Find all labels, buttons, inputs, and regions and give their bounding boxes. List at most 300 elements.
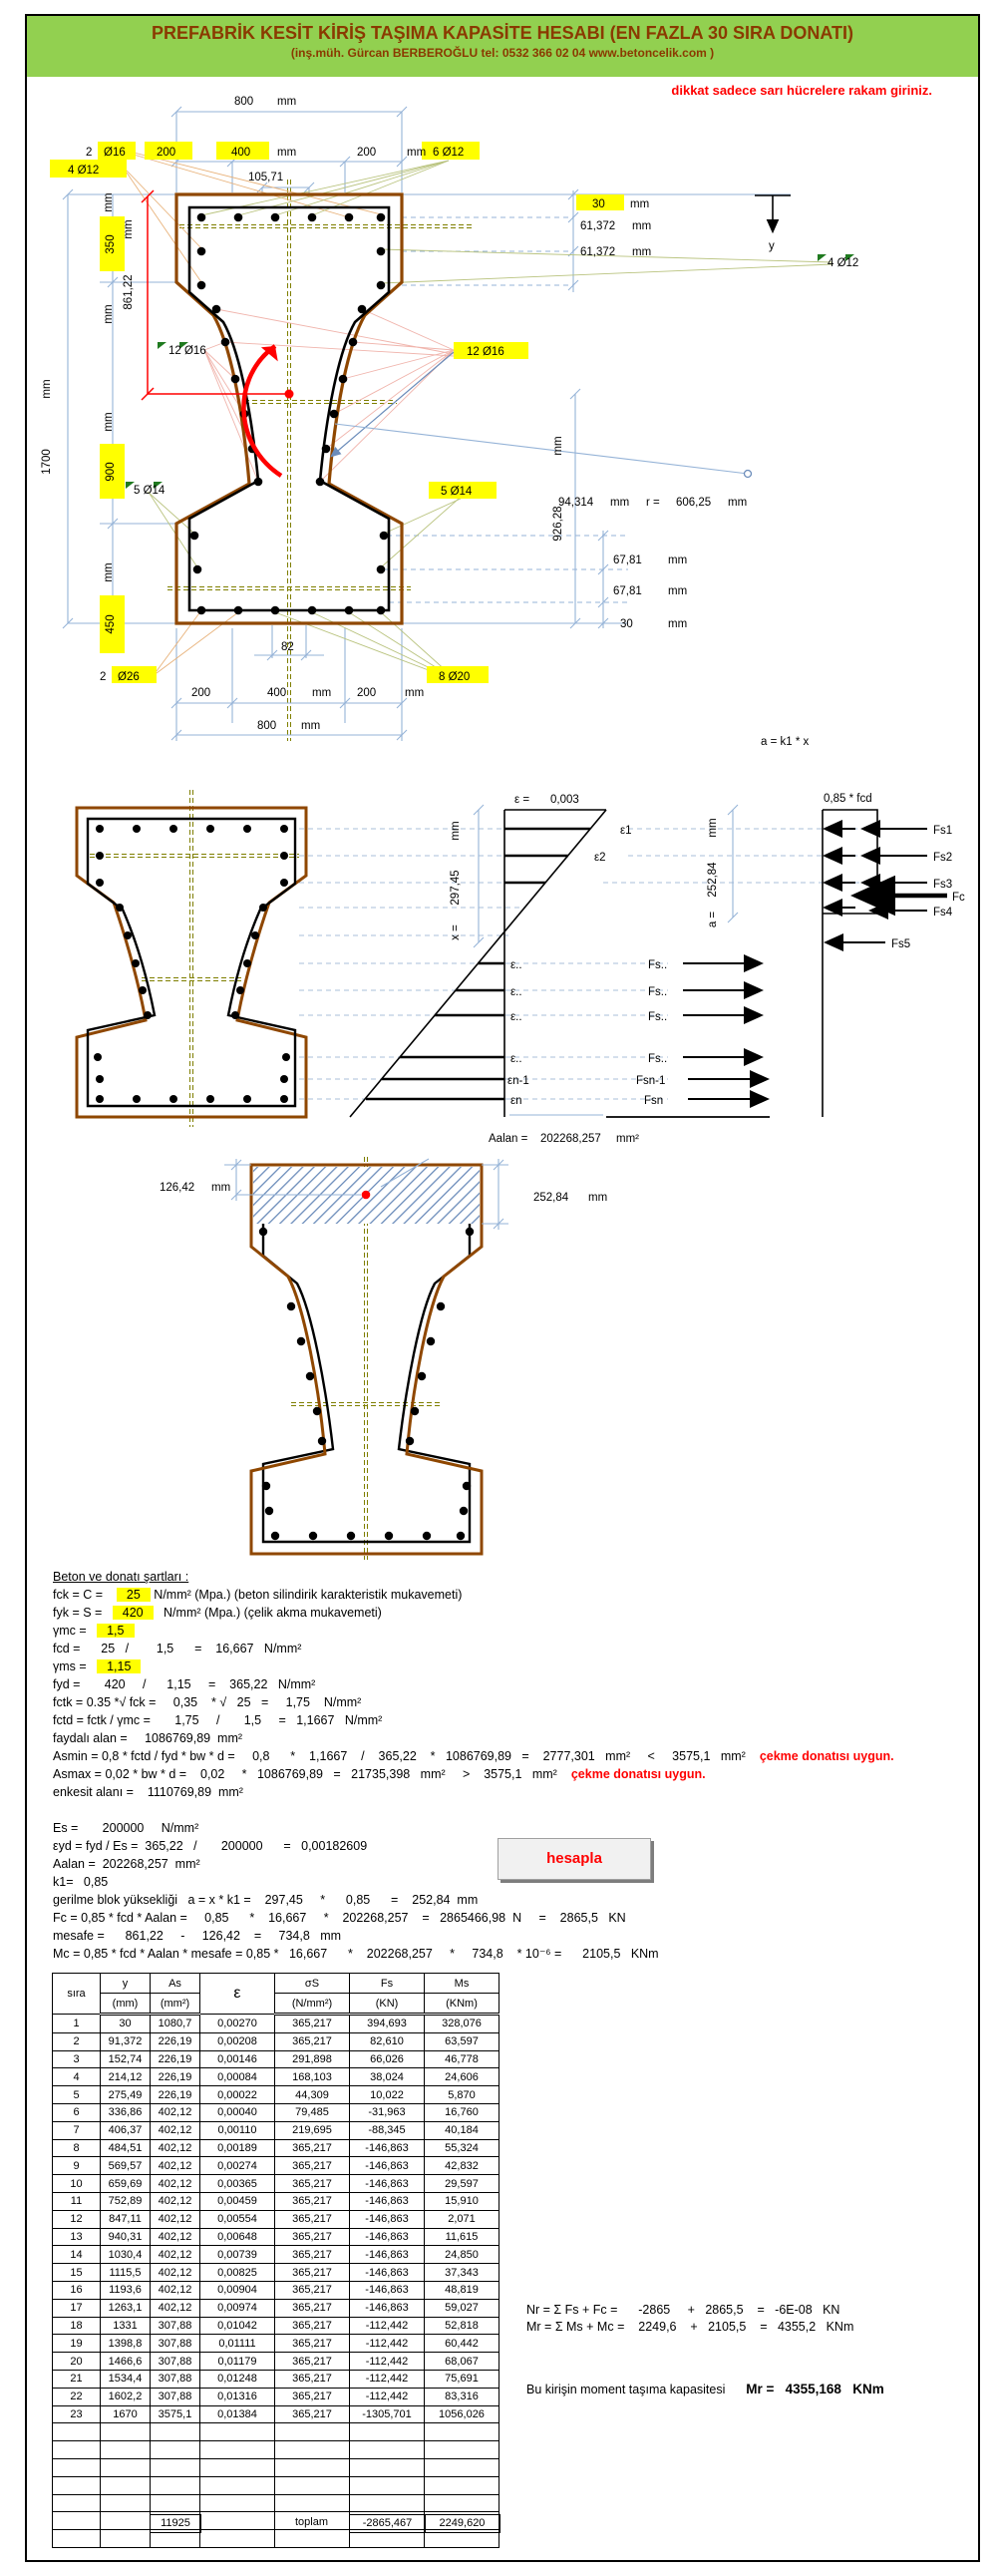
table-cell: 13 — [53, 2228, 101, 2246]
table-cell: -112,442 — [350, 2388, 425, 2405]
dim-400: 400 — [231, 147, 251, 159]
calc-line: Asmax = 0,02 * bw * d = 0,02 * 1086769,89 = 21735,398 mm² > 3575,1 mm² çekme donatısı uygun. — [53, 1767, 706, 1781]
table-cell — [101, 2512, 151, 2530]
fs4: Fs4 — [933, 907, 953, 919]
fsn1: Fsn-1 — [636, 1075, 666, 1087]
calc-line: faydalı alan = 1086769,89 mm² — [53, 1731, 243, 1745]
calc-line: fyk = S = 420 N/mm² (Mpa.) (çelik akma mukavemeti) — [53, 1606, 382, 1620]
table-cell: 307,88 — [151, 2388, 200, 2405]
table-cell: 3575,1 — [151, 2405, 200, 2423]
center-axes — [167, 180, 474, 741]
table-cell: -146,863 — [350, 2139, 425, 2157]
fs1: Fs1 — [933, 825, 953, 837]
table-cell: 0,01316 — [200, 2388, 275, 2405]
table-row — [53, 2015, 499, 2033]
table-cell: 16,760 — [425, 2103, 499, 2121]
table-cell: 0,00022 — [200, 2086, 275, 2104]
table-cell: 10 — [53, 2175, 101, 2193]
a-mm: mm — [707, 818, 719, 838]
table-cell: 0,00825 — [200, 2264, 275, 2282]
bar-5d14-left: 5 Ø14 — [134, 485, 166, 497]
bar-2: 2 — [86, 147, 93, 159]
calc-line: Beton ve donatı şartları : — [53, 1570, 189, 1584]
calc-line: mesafe = 861,22 - 126,42 = 734,8 mm — [53, 1929, 342, 1943]
table-cell: 226,19 — [151, 2086, 200, 2104]
table-cell: 847,11 — [101, 2210, 151, 2228]
unit: mm — [277, 147, 297, 159]
table-cell: 24,606 — [425, 2068, 499, 2086]
bar-6d12: 6 Ø12 — [433, 147, 465, 159]
unit-knm: (KNm) — [425, 1994, 499, 2015]
table-cell: 3 — [53, 2050, 101, 2068]
unit-mm: (mm) — [101, 1994, 151, 2015]
table-cell: 15 — [53, 2264, 101, 2282]
aalan-val: 202268,257 — [540, 1133, 601, 1145]
table-cell — [53, 2494, 101, 2512]
dim-10571: 105,71 — [248, 172, 284, 184]
table-cell: 402,12 — [151, 2299, 200, 2317]
calc-line: enkesit alanı = 1110769,89 mm² — [53, 1785, 243, 1799]
table-cell — [275, 2476, 350, 2494]
input-cell[interactable]: 1,5 — [97, 1624, 134, 1638]
dim-12642: 126,42 — [160, 1182, 195, 1194]
table-cell: 0,00040 — [200, 2103, 275, 2121]
table-cell — [101, 2458, 151, 2476]
calc-line: fctk = 0.35 *√ fck = 0,35 * √ 25 = 1,75 N/mm² — [53, 1695, 362, 1709]
table-cell: 365,217 — [275, 2228, 350, 2246]
table-cell: 307,88 — [151, 2335, 200, 2353]
table-cell: 226,19 — [151, 2050, 200, 2068]
table-cell — [53, 2476, 101, 2494]
table-cell: 8 — [53, 2139, 101, 2157]
table-cell: 42,832 — [425, 2157, 499, 2175]
dim-200: 200 — [157, 147, 176, 159]
table-cell — [200, 2458, 275, 2476]
table-cell — [425, 2441, 499, 2459]
fcd-label: 0,85 * fcd — [824, 793, 872, 805]
table-row — [53, 2335, 499, 2353]
table-cell — [275, 2441, 350, 2459]
table-row — [53, 2405, 499, 2423]
dim-mm-rot: mm — [103, 412, 115, 432]
rebar-dots — [94, 825, 290, 1103]
table-row — [53, 2264, 499, 2282]
table-cell: 365,217 — [275, 2405, 350, 2423]
epsn1: εn-1 — [507, 1075, 529, 1087]
table-cell: 307,88 — [151, 2353, 200, 2371]
bar-8d20: 8 Ø20 — [439, 671, 471, 683]
table-cell: 168,103 — [275, 2068, 350, 2086]
section-outline — [176, 194, 402, 623]
dim-mm-rot: mm — [103, 304, 115, 324]
col-header-sira: sıra — [53, 1974, 101, 2015]
bar-5d14-right: 5 Ø14 — [441, 486, 473, 498]
table-row — [53, 2370, 499, 2388]
table-cell: 16 — [53, 2281, 101, 2299]
table-cell: 402,12 — [151, 2281, 200, 2299]
table-cell — [200, 2476, 275, 2494]
table-cell — [101, 2530, 151, 2548]
capacity-unit: KNm — [852, 2382, 884, 2396]
table-row — [53, 2032, 499, 2050]
table-cell: 17 — [53, 2299, 101, 2317]
table-cell — [200, 2423, 275, 2441]
table-cell — [53, 2423, 101, 2441]
as-total: 11925 — [150, 2514, 201, 2533]
table-cell: 40,184 — [425, 2121, 499, 2139]
dim-25284: 252,84 — [533, 1192, 569, 1204]
fc: Fc — [952, 892, 965, 904]
table-row — [53, 2317, 499, 2335]
sp-61372b: 61,372 — [580, 246, 616, 258]
aalan-pre: Aalan = — [489, 1133, 528, 1145]
table-cell: 365,217 — [275, 2299, 350, 2317]
table-cell: 940,31 — [101, 2228, 151, 2246]
centroid-marks — [142, 190, 294, 476]
table-cell: 0,00270 — [200, 2015, 275, 2033]
table-cell: 1115,5 — [101, 2264, 151, 2282]
page-subtitle: (inş.müh. Gürcan BERBEROĞLU tel: 0532 366 02 04 www.betoncelik.com ) — [290, 46, 715, 60]
a-k1x-label: a = k1 * x — [761, 736, 810, 748]
x-val: 297,45 — [450, 870, 462, 906]
table-row-empty — [53, 2441, 499, 2459]
table-cell: 365,217 — [275, 2370, 350, 2388]
unit: mm — [405, 687, 425, 699]
calculation-block — [53, 1568, 894, 1963]
table-cell: 37,343 — [425, 2264, 499, 2282]
table-row — [53, 2281, 499, 2299]
table-cell: 402,12 — [151, 2246, 200, 2264]
table-cell: 0,00274 — [200, 2157, 275, 2175]
table-cell: -112,442 — [350, 2353, 425, 2371]
rebar-cage-line — [263, 1177, 470, 1542]
table-cell — [350, 2476, 425, 2494]
y-axis-icon — [755, 195, 791, 230]
table-cell: 82,610 — [350, 2032, 425, 2050]
fsd: Fs.. — [648, 986, 668, 998]
table-cell: 0,01248 — [200, 2370, 275, 2388]
col-header-y: y — [101, 1974, 151, 1994]
table-cell: 0,01384 — [200, 2405, 275, 2423]
table-cell: 365,217 — [275, 2032, 350, 2050]
table-cell: 365,217 — [275, 2317, 350, 2335]
table-cell: 52,818 — [425, 2317, 499, 2335]
table-cell: 402,12 — [151, 2103, 200, 2121]
table-cell — [275, 2423, 350, 2441]
table-cell: 24,850 — [425, 2246, 499, 2264]
nr-line: Nr = Σ Fs + Fc = -2865 + 2865,5 = -6E-08 KN — [526, 2303, 840, 2317]
table-cell — [151, 2494, 200, 2512]
dim-450: 450 — [105, 614, 117, 634]
table-cell: 12 — [53, 2210, 101, 2228]
table-cell: -146,863 — [350, 2192, 425, 2210]
a-val: 252,84 — [707, 862, 719, 898]
table-row-empty — [53, 2458, 499, 2476]
fs5: Fs5 — [891, 938, 911, 950]
table-cell: 66,026 — [350, 2050, 425, 2068]
a-eq: a = — [707, 911, 719, 928]
table-cell — [101, 2423, 151, 2441]
fs3: Fs3 — [933, 879, 953, 891]
table-row — [53, 2228, 499, 2246]
row-connectors — [299, 829, 862, 1099]
capacity-line — [526, 2382, 884, 2396]
unit: mm — [632, 246, 652, 258]
table-cell — [53, 2441, 101, 2459]
table-cell — [275, 2494, 350, 2512]
table-cell: 0,00365 — [200, 2175, 275, 2193]
dim-1700: 1700 — [41, 449, 53, 475]
eps1: ε1 — [620, 825, 632, 837]
calc-line: εyd = fyd / Es = 365,22 / 200000 = 0,00182609 — [53, 1839, 368, 1853]
rebar-dots — [259, 1228, 474, 1540]
table-cell: 7 — [53, 2121, 101, 2139]
table-cell: 1602,2 — [101, 2388, 151, 2405]
sp-6781a: 67,81 — [613, 554, 642, 566]
calc-line: γmc = 1,5 — [53, 1622, 894, 1640]
table-cell: 30 — [101, 2015, 151, 2033]
compression-block-diagram — [30, 1157, 968, 1561]
fsn: Fsn — [644, 1095, 664, 1107]
table-cell: 11,615 — [425, 2228, 499, 2246]
capacity-label: Bu kirişin moment taşıma kapasitesi — [526, 2383, 747, 2396]
sp-61372a: 61,372 — [580, 220, 616, 232]
table-cell: 48,819 — [425, 2281, 499, 2299]
table-cell: 18 — [53, 2317, 101, 2335]
unit: mm — [407, 147, 427, 159]
input-cell[interactable]: 1,15 — [97, 1659, 141, 1673]
table-cell: 0,00146 — [200, 2050, 275, 2068]
table-cell: 365,217 — [275, 2192, 350, 2210]
table-cell: 0,01179 — [200, 2353, 275, 2371]
fs-total: -2865,467 — [349, 2514, 426, 2533]
table-cell: 0,01111 — [200, 2335, 275, 2353]
table-cell: 1 — [53, 2015, 101, 2033]
table-cell: -146,863 — [350, 2210, 425, 2228]
center-axes — [90, 790, 299, 1127]
dim-94314: 94,314 — [558, 497, 594, 509]
table-cell: 20 — [53, 2353, 101, 2371]
table-row — [53, 2050, 499, 2068]
x-mm: mm — [450, 821, 462, 841]
dim-mm-rot: mm — [41, 379, 53, 399]
rebar-dots — [190, 213, 389, 615]
table-row — [53, 2246, 499, 2264]
table-cell: 2,071 — [425, 2210, 499, 2228]
table-cell: -146,863 — [350, 2228, 425, 2246]
table-cell: 1398,8 — [101, 2335, 151, 2353]
table-cell: 46,778 — [425, 2050, 499, 2068]
calc-line: Aalan = 202268,257 mm² — [53, 1857, 200, 1871]
table-cell: 1056,026 — [425, 2405, 499, 2423]
table-cell: 59,027 — [425, 2299, 499, 2317]
table-row — [53, 2103, 499, 2121]
unit: mm — [632, 220, 652, 232]
dim-mm-rot: mm — [103, 192, 115, 212]
table-cell: -146,863 — [350, 2281, 425, 2299]
col-header-as: As — [151, 1974, 200, 1994]
table-cell: 365,217 — [275, 2015, 350, 2033]
epsd: ε.. — [510, 986, 522, 998]
table-cell — [151, 2441, 200, 2459]
table-cell: 365,217 — [275, 2157, 350, 2175]
calc-line: Mc = 0,85 * fcd * Aalan * mesafe = 0,85 * 16,667 * 202268,257 * 734,8 * 10⁻⁶ = 2105,5 KNm — [53, 1947, 659, 1961]
table-cell: 152,74 — [101, 2050, 151, 2068]
cross-section-diagram — [30, 85, 968, 743]
table-cell: -146,863 — [350, 2157, 425, 2175]
unit-nmm2: (N/mm²) — [275, 1994, 350, 2015]
table-cell: 14 — [53, 2246, 101, 2264]
table-cell: 365,217 — [275, 2388, 350, 2405]
unit: mm — [277, 96, 297, 108]
fsd: Fs.. — [648, 959, 668, 971]
table-cell: 226,19 — [151, 2032, 200, 2050]
table-cell: 275,49 — [101, 2086, 151, 2104]
dim-200b-bot: 200 — [357, 687, 377, 699]
unit: mm — [668, 585, 688, 597]
table-cell — [200, 2494, 275, 2512]
fsd: Fs.. — [648, 1053, 668, 1065]
calc-line: Es = 200000 N/mm² — [53, 1821, 199, 1835]
calc-line: Fc = 0,85 * fcd * Aalan = 0,85 * 16,667 * 202268,257 = 2865466,98 N = 2865,5 KN — [53, 1911, 626, 1925]
section-outline — [77, 808, 306, 1117]
calc-line: γms = 1,15 — [53, 1657, 894, 1675]
table-cell: 402,12 — [151, 2175, 200, 2193]
table-cell: 328,076 — [425, 2015, 499, 2033]
calc-line: Asmin = 0,8 * fctd / fyd * bw * d = 0,8 * 1,1667 / 365,22 * 1086769,89 = 2777,301 mm² < 3575,1 mm² çekme donatısı uygun. — [53, 1749, 894, 1763]
eps2: ε2 — [594, 852, 606, 864]
table-cell: 402,12 — [151, 2192, 200, 2210]
epsd: ε.. — [510, 1011, 522, 1023]
sp-6781b: 67,81 — [613, 585, 642, 597]
green-header — [27, 16, 978, 77]
fsd: Fs.. — [648, 1011, 668, 1023]
table-cell — [53, 2512, 101, 2530]
table-row-empty — [53, 2423, 499, 2441]
table-cell: 219,695 — [275, 2121, 350, 2139]
rebar-cage-line — [189, 207, 389, 610]
dim-mm-rot: mm — [123, 219, 135, 239]
table-row — [53, 2299, 499, 2317]
table-row — [53, 2353, 499, 2371]
table-cell: 402,12 — [151, 2157, 200, 2175]
block-centroid-dot — [362, 1191, 371, 1200]
table-cell: 63,597 — [425, 2032, 499, 2050]
table-cell: 0,00459 — [200, 2192, 275, 2210]
table-cell — [53, 2458, 101, 2476]
table-cell — [425, 2476, 499, 2494]
ms-total: 2249,620 — [424, 2514, 500, 2533]
dim-200b: 200 — [357, 147, 377, 159]
table-cell: 226,19 — [151, 2068, 200, 2086]
bar-2d26: 2 — [100, 671, 107, 683]
table-cell: 1080,7 — [151, 2015, 200, 2033]
table-cell: 55,324 — [425, 2139, 499, 2157]
y-axis-label: y — [769, 240, 775, 252]
table-row — [53, 2121, 499, 2139]
mr-line: Mr = Σ Ms + Mc = 2249,6 + 2105,5 = 4355,2 KNm — [526, 2320, 854, 2334]
table-cell — [101, 2476, 151, 2494]
table-cell — [200, 2530, 275, 2548]
calc-line: k1= 0,85 — [53, 1875, 109, 1889]
table-cell: 0,00904 — [200, 2281, 275, 2299]
col-header-eps: ε — [200, 1974, 275, 2015]
unit: mm — [588, 1192, 608, 1204]
table-cell: 9 — [53, 2157, 101, 2175]
unit: mm — [211, 1182, 231, 1194]
bar-4d12-right: 4 Ø12 — [828, 257, 859, 269]
table-cell: 5,870 — [425, 2086, 499, 2104]
bar-12d16-left: 12 Ø16 — [168, 345, 206, 357]
epsn: εn — [510, 1095, 522, 1107]
dim-92628: 926,28 — [552, 506, 564, 542]
dim-400-bot: 400 — [267, 687, 287, 699]
table-row — [53, 2139, 499, 2157]
table-cell: 291,898 — [275, 2050, 350, 2068]
table-row — [53, 2192, 499, 2210]
table-cell — [350, 2423, 425, 2441]
input-cell[interactable]: 420 — [113, 1606, 154, 1620]
table-cell: 394,693 — [350, 2015, 425, 2033]
rebar-cage-line — [88, 819, 295, 1106]
calc-line: fck = C = 25 N/mm² (Mpa.) (beton silindirik karakteristik mukavemeti) — [53, 1588, 463, 1602]
table-cell: 1331 — [101, 2317, 151, 2335]
x-eq: x = — [450, 924, 462, 940]
unit: mm — [312, 687, 332, 699]
table-cell: 5 — [53, 2086, 101, 2104]
table-cell: 1193,6 — [101, 2281, 151, 2299]
table-cell: 21 — [53, 2370, 101, 2388]
bar-2-size: Ø16 — [104, 147, 126, 159]
table-cell — [53, 2530, 101, 2548]
col-header-ss: σS — [275, 1974, 350, 1994]
comment-triangle-icon — [126, 254, 854, 489]
capacity-mr: Mr = — [746, 2382, 775, 2396]
table-row — [53, 2210, 499, 2228]
table-cell: 79,485 — [275, 2103, 350, 2121]
table-cell: 365,217 — [275, 2281, 350, 2299]
table-cell: 402,12 — [151, 2139, 200, 2157]
table-cell: 1263,1 — [101, 2299, 151, 2317]
unit: mm — [728, 497, 748, 509]
table-cell: 10,022 — [350, 2086, 425, 2104]
table-cell: 307,88 — [151, 2317, 200, 2335]
dim-82: 82 — [281, 641, 294, 653]
r-60625: 606,25 — [676, 497, 712, 509]
resultant-lines — [526, 2302, 853, 2336]
table-cell: 402,12 — [151, 2210, 200, 2228]
table-cell: 365,217 — [275, 2139, 350, 2157]
table-cell — [425, 2423, 499, 2441]
table-cell: 1466,6 — [101, 2353, 151, 2371]
table-cell: 6 — [53, 2103, 101, 2121]
input-cell[interactable]: 25 — [117, 1588, 151, 1602]
table-cell: 0,00189 — [200, 2139, 275, 2157]
eps-0003: 0,003 — [550, 794, 579, 806]
table-cell: 0,00110 — [200, 2121, 275, 2139]
table-cell: 91,372 — [101, 2032, 151, 2050]
table-cell: 0,01042 — [200, 2317, 275, 2335]
calc-line — [53, 1801, 894, 1819]
table-cell: -146,863 — [350, 2264, 425, 2282]
col-header-fs: Fs — [350, 1974, 425, 1994]
table-cell: 569,57 — [101, 2157, 151, 2175]
table-row — [53, 2068, 499, 2086]
hesapla-button[interactable]: hesapla — [498, 1838, 651, 1880]
calc-line: fctd = fctk / γmc = 1,75 / 1,5 = 1,1667 N/mm² — [53, 1713, 383, 1727]
page-title: PREFABRİK KESİT KİRİŞ TAŞIMA KAPASİTE HESABI (EN FAZLA 30 SIRA DONATI) — [151, 23, 854, 43]
table-cell — [151, 2458, 200, 2476]
